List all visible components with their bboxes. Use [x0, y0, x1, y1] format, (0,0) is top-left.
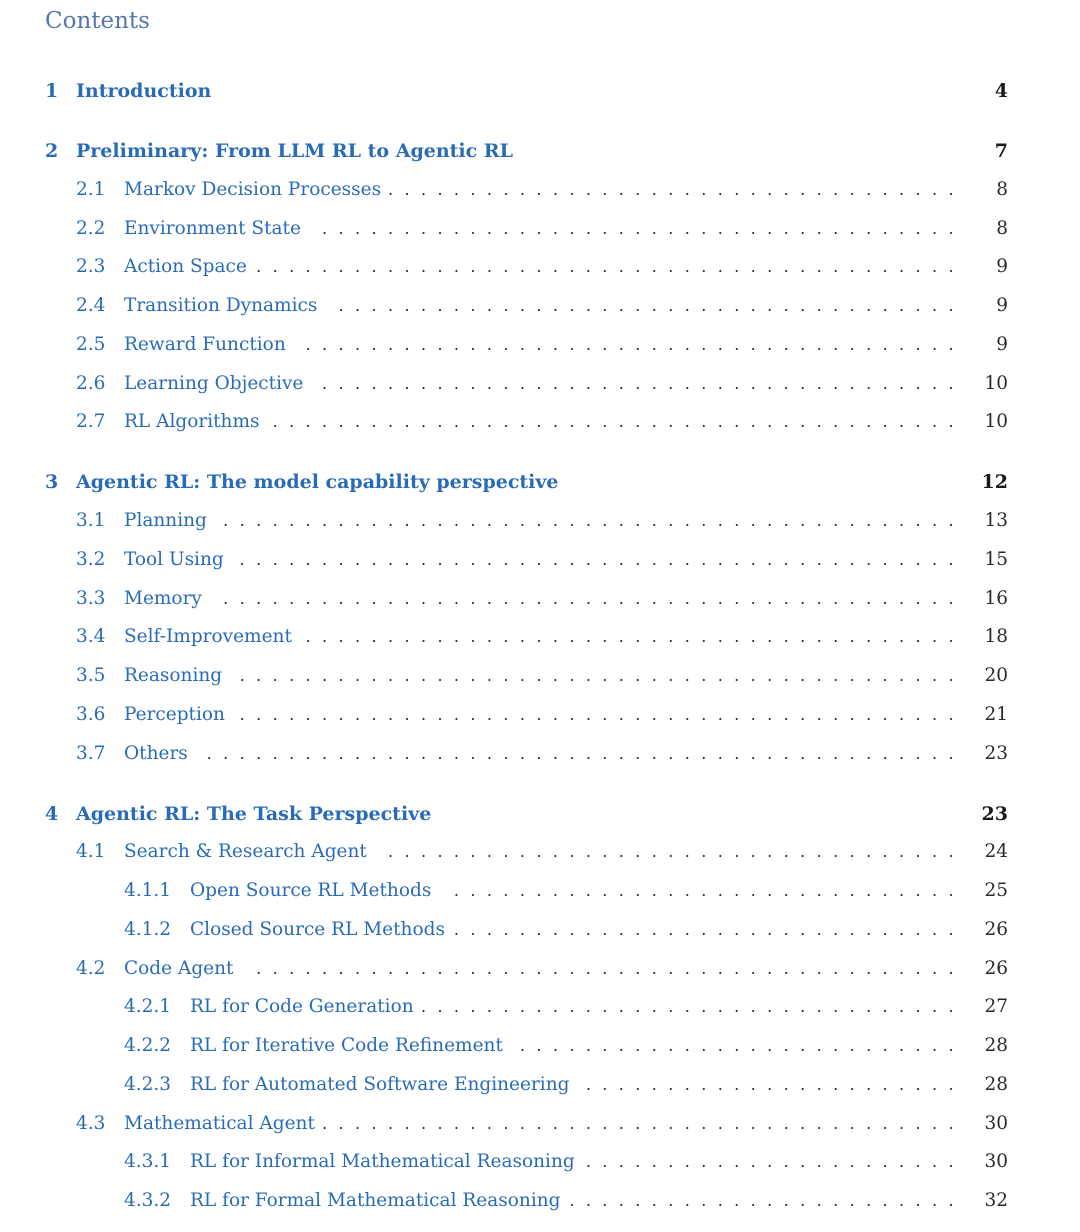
toc-entry-4-3-1[interactable] [0, 1147, 1080, 1177]
toc-entry-2-3[interactable] [0, 252, 1080, 282]
toc-entry-title: Action Space [124, 256, 247, 278]
toc-entry-2-7[interactable] [0, 407, 1080, 437]
dot-leader: ............................... [453, 919, 965, 939]
toc-entry-page: 10 [984, 411, 1008, 433]
toc-entry-3-6[interactable] [0, 700, 1080, 730]
toc-entry-number: 2.3 [76, 256, 106, 278]
toc-entry-page: 7 [994, 140, 1008, 162]
toc-entry-number: 4.3.2 [124, 1190, 172, 1211]
toc-entry-number: 4.2 [76, 957, 106, 979]
toc-entry-number: 4.2.2 [124, 1035, 172, 1056]
toc-entry-number: 4.1.1 [124, 880, 172, 901]
toc-entry-4-2-1[interactable] [0, 992, 1080, 1022]
toc-entry-number: 4.1 [76, 841, 106, 863]
toc-entry-page: 28 [984, 1073, 1008, 1095]
toc-entry-3[interactable] [0, 467, 1080, 497]
dot-leader: ........................................... [256, 958, 965, 978]
toc-entry-3-2[interactable] [0, 545, 1080, 575]
dot-leader: ....................................... [322, 1113, 965, 1133]
toc-entry-4-2-3[interactable] [0, 1070, 1080, 1100]
toc-entry-title: Search & Research Agent [124, 841, 367, 863]
toc-entry-2-4[interactable] [0, 291, 1080, 321]
toc-entry-title: Mathematical Agent [124, 1112, 315, 1134]
toc-entry-page: 10 [984, 372, 1008, 394]
toc-entry-title: Introduction [76, 80, 212, 102]
toc-entry-4-2-2[interactable] [0, 1031, 1080, 1061]
toc-entry-number: 3.4 [76, 626, 106, 648]
toc-entry-number: 4.2.3 [124, 1073, 172, 1095]
toc-entry-title: RL Algorithms [124, 411, 260, 433]
toc-entry-3-7[interactable] [0, 739, 1080, 769]
toc-entry-page: 13 [984, 510, 1008, 531]
dot-leader: ...................................... [338, 296, 965, 315]
toc-entry-number: 2.1 [76, 178, 106, 200]
toc-entry-2-6[interactable] [0, 369, 1080, 399]
toc-entry-title: Memory [124, 587, 202, 609]
toc-entry-title: RL for Iterative Code Refinement [190, 1035, 503, 1056]
toc-entry-page: 18 [984, 626, 1008, 648]
toc-entry-4-2[interactable] [0, 954, 1080, 984]
dot-leader: ............................... [453, 881, 965, 900]
dot-leader: ........................ [569, 1191, 965, 1210]
dot-leader: ................................. [420, 997, 965, 1017]
toc-entry-title: Perception [124, 703, 225, 725]
dot-leader: ............................................ [239, 704, 965, 724]
dot-leader: ........................... [519, 1036, 965, 1055]
toc-entry-number: 3.2 [76, 548, 106, 570]
toc-entry-page: 23 [984, 742, 1008, 764]
dot-leader: ........................................ [305, 627, 965, 647]
toc-entry-number: 2.2 [76, 217, 106, 239]
toc-entry-number: 4.3 [76, 1112, 106, 1134]
toc-entry-title: Code Agent [124, 957, 234, 979]
toc-entry-page: 21 [984, 703, 1008, 725]
toc-entry-page: 4 [994, 80, 1008, 102]
toc-entry-page: 30 [984, 1112, 1008, 1134]
toc-entry-title: RL for Formal Mathematical Reasoning [190, 1190, 561, 1211]
toc-entry-number: 2 [45, 140, 59, 162]
dot-leader: ....................... [585, 1074, 965, 1094]
toc-entry-title: Agentic RL: The Task Perspective [76, 802, 432, 825]
toc-entry-4-1-1[interactable] [0, 876, 1080, 906]
toc-entry-page: 9 [996, 295, 1008, 316]
toc-entry-page: 8 [996, 217, 1008, 239]
toc-entry-3-3[interactable] [0, 584, 1080, 614]
toc-entry-page: 20 [984, 665, 1008, 686]
toc-entry-title: Planning [124, 510, 207, 531]
toc-entry-2[interactable] [0, 136, 1080, 166]
toc-entry-4-3[interactable] [0, 1109, 1080, 1139]
toc-entry-number: 3.7 [76, 742, 106, 764]
toc-entry-number: 3.1 [76, 510, 106, 531]
toc-entry-number: 2.6 [76, 372, 106, 394]
dot-leader: ....................... [585, 1152, 965, 1172]
dot-leader: ....................................... [322, 218, 965, 238]
dot-leader: ................................... [387, 842, 965, 862]
toc-entry-2-2[interactable] [0, 214, 1080, 244]
toc-entry-page: 9 [996, 333, 1008, 355]
toc-entry-title: Learning Objective [124, 372, 304, 394]
toc-entry-page: 9 [996, 256, 1008, 278]
toc-entry-2-5[interactable] [0, 330, 1080, 360]
toc-entry-page: 23 [981, 802, 1008, 825]
dot-leader: ............................................. [223, 588, 965, 608]
toc-entry-title: Environment State [124, 217, 301, 239]
toc-entry-number: 3.6 [76, 703, 106, 725]
toc-entry-4-3-2[interactable] [0, 1186, 1080, 1216]
dot-leader: ................................... [387, 179, 965, 199]
toc-entry-title: RL for Code Generation [190, 996, 414, 1018]
toc-entry-4[interactable] [0, 799, 1080, 829]
toc-entry-number: 2.7 [76, 411, 106, 433]
toc-entry-page: 24 [984, 841, 1008, 863]
dot-leader: ............................................ [239, 666, 965, 685]
toc-entry-3-4[interactable] [0, 622, 1080, 652]
toc-entry-3-5[interactable] [0, 661, 1080, 691]
dot-leader: ........................................ [305, 334, 965, 354]
toc-entry-number: 4.3.1 [124, 1151, 172, 1173]
toc-entry-page: 26 [984, 957, 1008, 979]
toc-entry-title: Agentic RL: The model capability perspective [76, 471, 559, 494]
toc-entry-3-1[interactable] [0, 506, 1080, 536]
toc-entry-number: 4.2.1 [124, 996, 172, 1018]
toc-entry-number: 4.1.2 [124, 918, 172, 940]
toc-entry-page: 12 [981, 471, 1008, 494]
toc-entry-2-1[interactable] [0, 175, 1080, 205]
dot-leader: .............................................. [206, 743, 965, 763]
toc-entry-page: 26 [984, 918, 1008, 940]
toc-entry-number: 3.3 [76, 587, 106, 609]
toc-entry-page: 8 [996, 178, 1008, 200]
toc-entry-4-1[interactable] [0, 837, 1080, 867]
contents-heading: Contents [45, 8, 150, 34]
toc-entry-title: Self-Improvement [124, 626, 292, 648]
toc-entry-title: Others [124, 742, 188, 764]
dot-leader: ....................................... [322, 373, 965, 393]
toc-entry-title: Open Source RL Methods [190, 880, 432, 901]
toc-entry-number: 3.5 [76, 665, 106, 686]
toc-entry-title: RL for Informal Mathematical Reasoning [190, 1151, 575, 1173]
toc-entry-number: 4 [45, 802, 59, 825]
toc-entry-title: Closed Source RL Methods [190, 918, 445, 940]
toc-entry-title: Preliminary: From LLM RL to Agentic RL [76, 140, 513, 162]
dot-leader: ............................................. [223, 511, 965, 530]
dot-leader: ............................................ [239, 549, 965, 569]
toc-entry-title: Reasoning [124, 665, 223, 686]
toc-entry-title: Tool Using [124, 548, 224, 570]
toc-entry-number: 3 [45, 471, 59, 494]
toc-entry-page: 32 [984, 1190, 1008, 1211]
toc-entry-number: 1 [45, 80, 59, 102]
toc-entry-1[interactable] [0, 76, 1080, 106]
dot-leader: ........................................... [256, 257, 965, 277]
toc-entry-page: 16 [984, 587, 1008, 609]
toc-entry-title: RL for Automated Software Engineering [190, 1073, 570, 1095]
toc-entry-page: 15 [984, 548, 1008, 570]
toc-entry-page: 27 [984, 996, 1008, 1018]
toc-entry-title: Transition Dynamics [124, 295, 318, 316]
toc-entry-number: 2.4 [76, 295, 106, 316]
toc-entry-page: 25 [984, 880, 1008, 901]
toc-entry-page: 28 [984, 1035, 1008, 1056]
toc-entry-number: 2.5 [76, 333, 106, 355]
toc-entry-page: 30 [984, 1151, 1008, 1173]
dot-leader: .......................................... [272, 412, 965, 432]
toc-entry-title: Markov Decision Processes [124, 178, 382, 200]
toc-entry-title: Reward Function [124, 333, 286, 355]
toc-entry-4-1-2[interactable] [0, 915, 1080, 945]
